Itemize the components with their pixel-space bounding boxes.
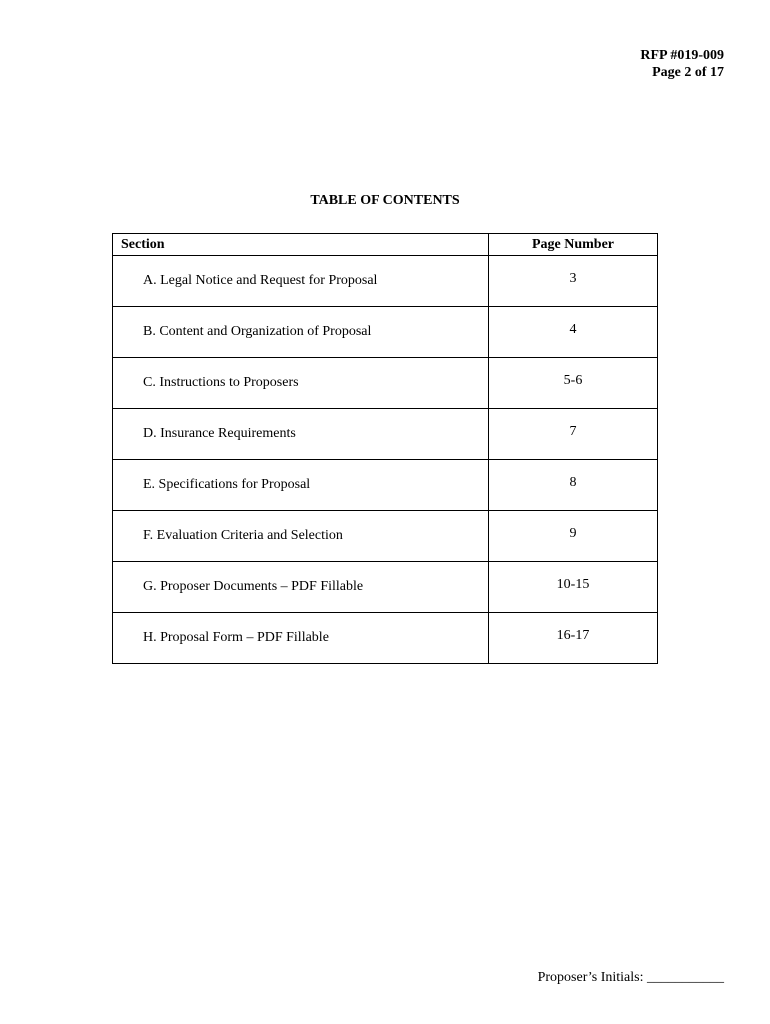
toc-section-cell: A. Legal Notice and Request for Proposal (113, 256, 489, 307)
table-row (113, 307, 658, 358)
proposer-initials: Proposer’s Initials: ___________ (537, 970, 724, 985)
toc-section-cell: H. Proposal Form – PDF Fillable (113, 613, 489, 664)
document-header (640, 47, 724, 81)
toc-page-cell: 9 (489, 511, 658, 562)
toc-section-cell: E. Specifications for Proposal (113, 460, 489, 511)
toc-section-cell: C. Instructions to Proposers (113, 358, 489, 409)
table-row (113, 460, 658, 511)
toc-page-cell: 8 (489, 460, 658, 511)
table-row (113, 409, 658, 460)
toc-section-cell: G. Proposer Documents – PDF Fillable (113, 562, 489, 613)
toc-header-section: Section (113, 234, 489, 256)
table-row (113, 511, 658, 562)
table-row (113, 256, 658, 307)
table-row (113, 358, 658, 409)
toc-section-cell: B. Content and Organization of Proposal (113, 307, 489, 358)
page-indicator: Page 2 of 17 (652, 65, 724, 80)
toc-table (112, 233, 658, 664)
toc-page-cell: 5-6 (489, 358, 658, 409)
toc-page-cell: 4 (489, 307, 658, 358)
table-row (113, 562, 658, 613)
toc-page-cell: 3 (489, 256, 658, 307)
toc-section-cell: D. Insurance Requirements (113, 409, 489, 460)
toc-header-page-number: Page Number (489, 234, 658, 256)
toc-header-row (113, 234, 658, 256)
rfp-number: RFP #019-009 (640, 48, 724, 63)
toc-section-cell: F. Evaluation Criteria and Selection (113, 511, 489, 562)
toc-title: TABLE OF CONTENTS (310, 193, 460, 208)
toc-page-cell: 10-15 (489, 562, 658, 613)
table-row (113, 613, 658, 664)
toc-page-cell: 16-17 (489, 613, 658, 664)
toc-page-cell: 7 (489, 409, 658, 460)
